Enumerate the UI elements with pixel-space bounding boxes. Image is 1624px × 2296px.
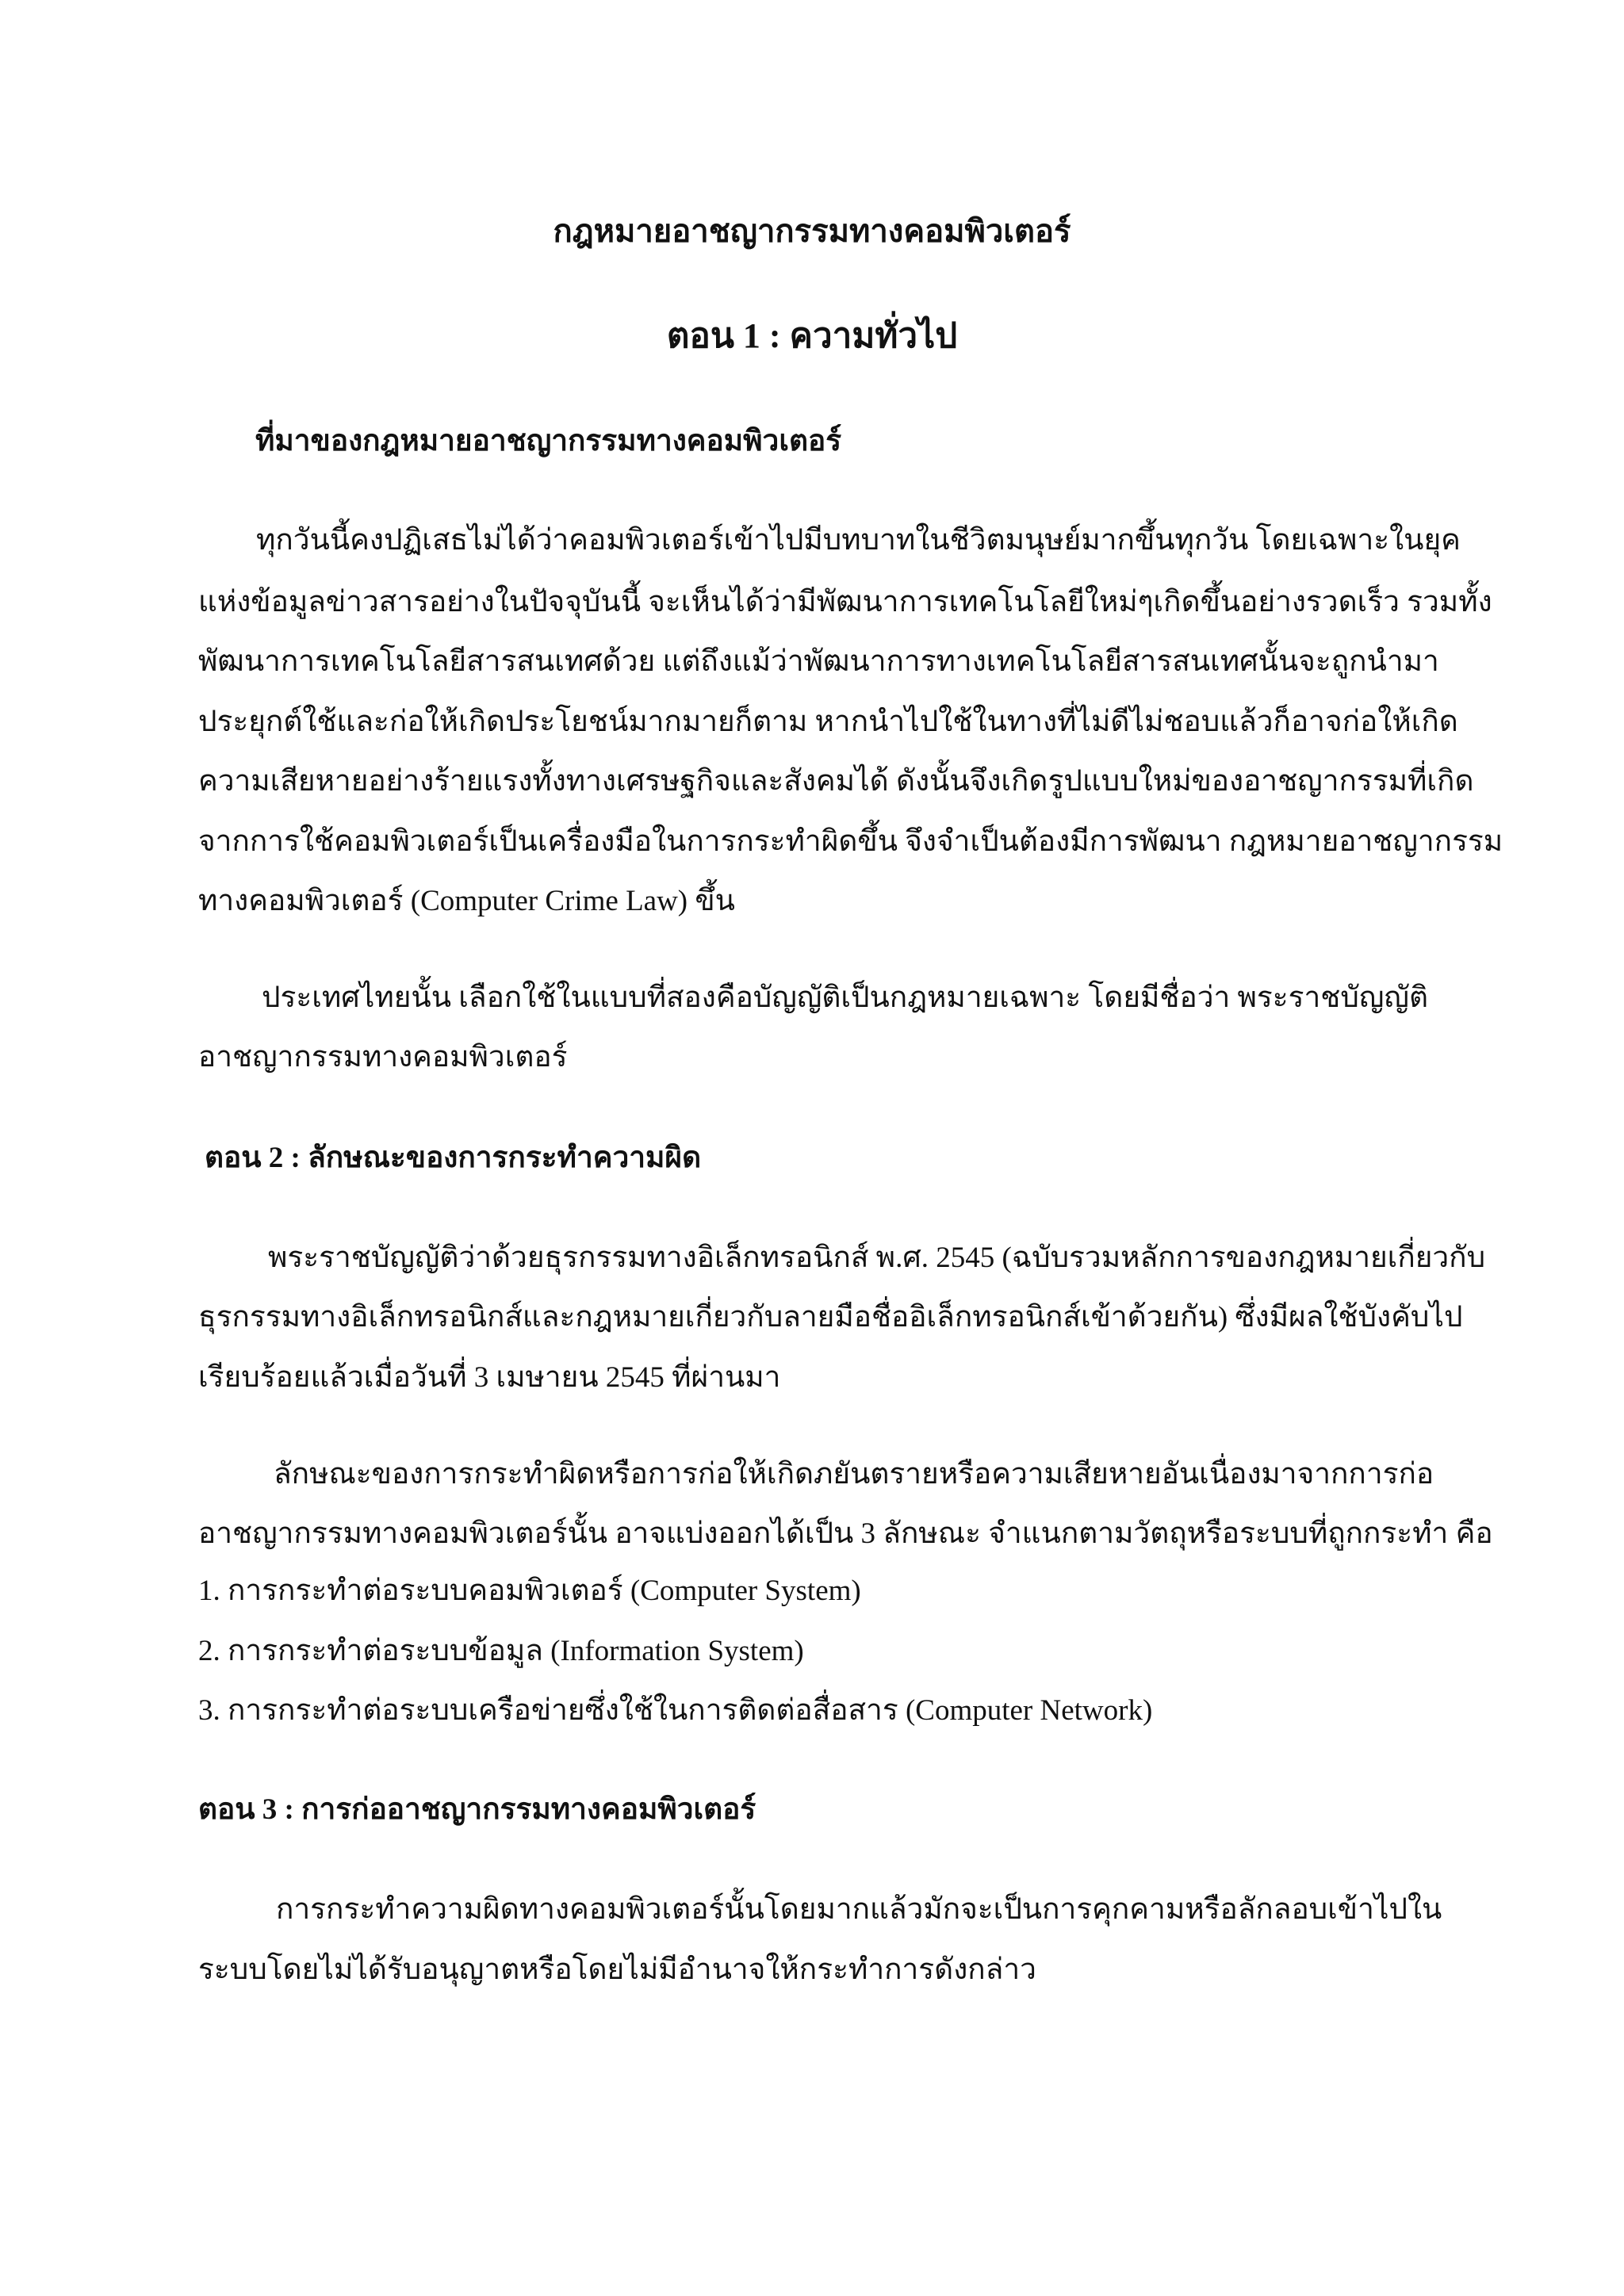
paragraph-line: พระราชบัญญัติว่าด้วยธุรกรรมทางอิเล็กทรอนิกส์ พ.ศ. 2545 (ฉบับรวมหลักการของกฎหมายเกี่ยวกับ <box>268 1242 1486 1274</box>
paragraph-line: ลักษณะของการกระทำผิดหรือการก่อให้เกิดภยันตรายหรือความเสียหายอันเนื่องมาจากการก่อ <box>274 1458 1434 1490</box>
paragraph-line: อาชญากรรมทางคอมพิวเตอร์ <box>198 1041 568 1073</box>
paragraph-line: การกระทำความผิดทางคอมพิวเตอร์นั้นโดยมากแล้วมักจะเป็นการคุกคามหรือลักลอบเข้าไปใน <box>276 1893 1442 1926</box>
part3-heading: ตอน 3 : การก่ออาชญากรรมทางคอมพิวเตอร์ <box>198 1793 756 1826</box>
paragraph-line: แห่งข้อมูลข่าวสารอย่างในปัจจุบันนี้ จะเห็นได้ว่ามีพัฒนาการเทคโนโลยีใหม่ๆเกิดขึ้นอย่างรวดเร็ว รวมทั้ง <box>198 586 1492 618</box>
paragraph-line: ประยุกต์ใช้และก่อให้เกิดประโยชน์มากมายก็ตาม หากนำไปใช้ในทางที่ไม่ดีไม่ชอบแล้วก็อาจก่อให้เกิด <box>198 706 1458 738</box>
paragraph-line: เรียบร้อยแล้วเมื่อวันที่ 3 เมษายน 2545 ที่ผ่านมา <box>198 1361 781 1394</box>
part1-heading: ตอน 1 : ความทั่วไป <box>666 316 958 355</box>
document-title: กฎหมายอาชญากรรมทางคอมพิวเตอร์ <box>553 213 1071 249</box>
paragraph-line: ทางคอมพิวเตอร์ (Computer Crime Law) ขึ้น <box>198 885 735 917</box>
list-item: 3. การกระทำต่อระบบเครือข่ายซึ่งใช้ในการติดต่อสื่อสาร (Computer Network) <box>198 1694 1153 1727</box>
list-item: 2. การกระทำต่อระบบข้อมูล (Information System) <box>198 1635 804 1667</box>
paragraph-line: ระบบโดยไม่ได้รับอนุญาตหรือโดยไม่มีอำนาจให้กระทำการดังกล่าว <box>198 1954 1036 1986</box>
paragraph-line: ธุรกรรมทางอิเล็กทรอนิกส์และกฎหมายเกี่ยวกับลายมือชื่ออิเล็กทรอนิกส์เข้าด้วยกัน) ซึ่งมีผลใช้บังคับไป <box>198 1301 1463 1334</box>
paragraph-line: จากการใช้คอมพิวเตอร์เป็นเครื่องมือในการกระทำผิดขึ้น จึงจำเป็นต้องมีการพัฒนา กฎหมายอาชญากรรม <box>198 825 1503 858</box>
paragraph-line: ประเทศไทยนั้น เลือกใช้ในแบบที่สองคือบัญญัติเป็นกฎหมายเฉพาะ โดยมีชื่อว่า พระราชบัญญัติ <box>262 982 1428 1014</box>
paragraph-line: พัฒนาการเทคโนโลยีสารสนเทศด้วย แต่ถึงแม้ว่าพัฒนาการทางเทคโนโลยีสารสนเทศนั้นจะถูกนำมา <box>198 645 1439 678</box>
paragraph-line: ความเสียหายอย่างร้ายแรงทั้งทางเศรษฐกิจและสังคมได้ ดังนั้นจึงเกิดรูปแบบใหม่ของอาชญากรรมที่เกิด <box>198 765 1474 798</box>
paragraph-line: ทุกวันนี้คงปฏิเสธไม่ได้ว่าคอมพิวเตอร์เข้าไปมีบทบาทในชีวิตมนุษย์มากขึ้นทุกวัน โดยเฉพาะในยุค <box>256 524 1461 557</box>
list-item: 1. การกระทำต่อระบบคอมพิวเตอร์ (Computer System) <box>198 1575 861 1607</box>
part2-heading: ตอน 2 : ลักษณะของการกระทำความผิด <box>205 1142 702 1174</box>
section1-heading: ที่มาของกฎหมายอาชญากรรมทางคอมพิวเตอร์ <box>255 425 842 457</box>
paragraph-line: อาชญากรรมทางคอมพิวเตอร์นั้น อาจแบ่งออกได้เป็น 3 ลักษณะ จำแนกตามวัตถุหรือระบบที่ถูกกระทำ คือ <box>198 1517 1493 1550</box>
